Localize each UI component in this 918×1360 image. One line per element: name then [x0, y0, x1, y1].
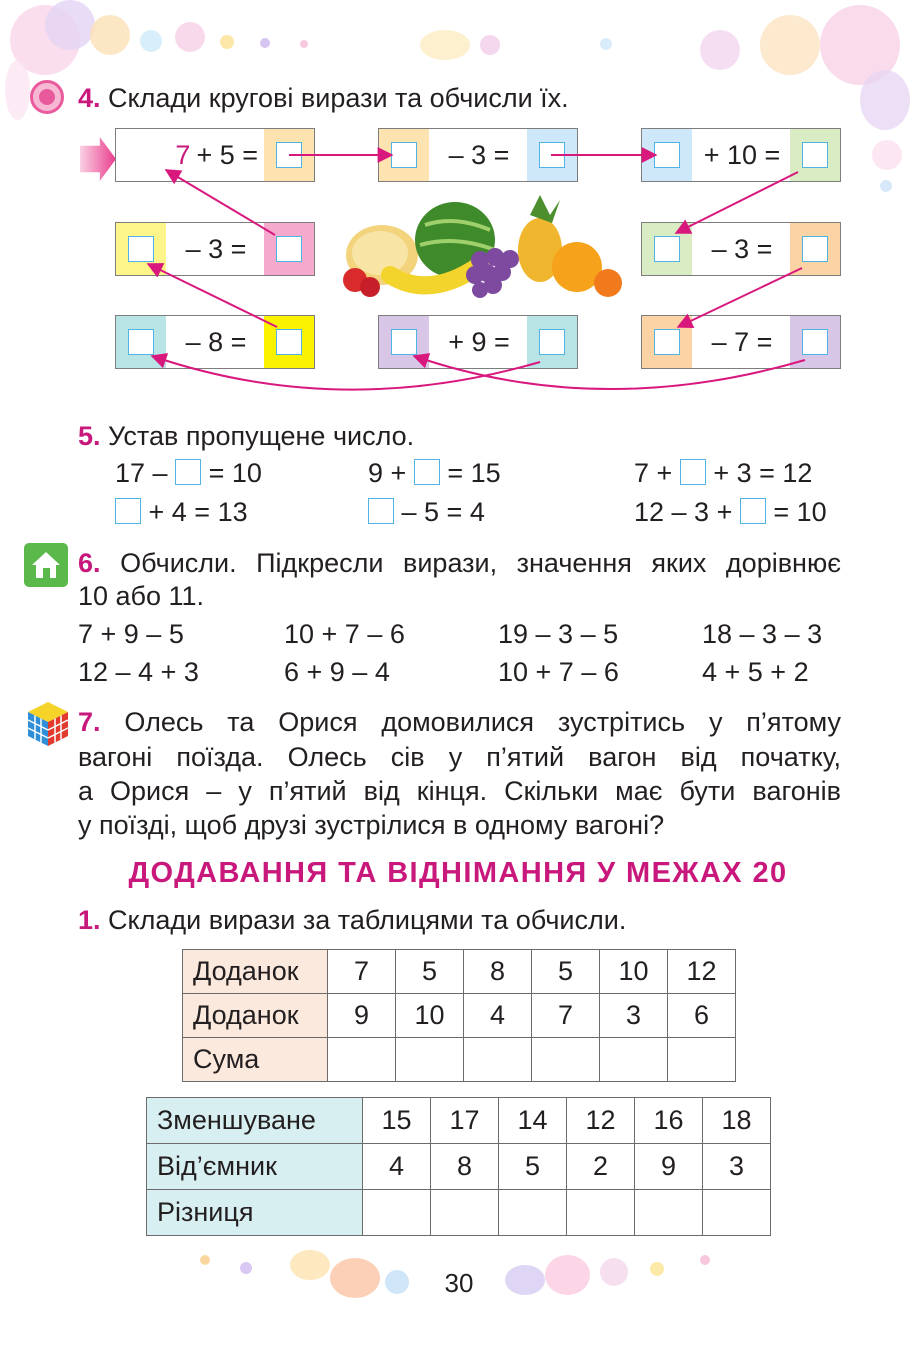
task4-number: 4.: [78, 83, 101, 113]
chain-expr-r1-2: – 3 =: [448, 139, 510, 170]
answer-cell[interactable]: [328, 1038, 396, 1082]
table-row: [147, 1098, 771, 1144]
table-row: [183, 950, 736, 994]
home-icon: [24, 543, 68, 587]
task6-line2: 10 або 11.: [78, 581, 205, 611]
table-cell: 18: [703, 1098, 771, 1144]
task5-item-4: [115, 496, 248, 529]
task6-expr-7: 10 + 7 – 6: [498, 657, 619, 687]
answer-cell[interactable]: [635, 1190, 703, 1236]
arrow: [166, 170, 275, 235]
sum-table: [182, 949, 736, 1082]
table-cell: 17: [431, 1098, 499, 1144]
answer-cell[interactable]: [600, 1038, 668, 1082]
table-row: [183, 1038, 736, 1082]
table-cell: 3: [703, 1144, 771, 1190]
answer-cell[interactable]: [532, 1038, 600, 1082]
table-cell: 14: [499, 1098, 567, 1144]
table-cell: 5: [499, 1144, 567, 1190]
chain-expr-r2-1: – 3 =: [185, 233, 247, 264]
table-cell: 5: [532, 950, 600, 994]
task7-text: Олесь та Орися домовилися зустрітись у п’ятому: [124, 707, 841, 737]
table-cell: 2: [567, 1144, 635, 1190]
answer-cell[interactable]: [668, 1038, 736, 1082]
table-cell: 9: [635, 1144, 703, 1190]
task5-item-6: [634, 496, 827, 529]
task7-line1: [78, 706, 841, 739]
task5-item-text: + 3 = 12: [713, 458, 813, 488]
answer-square[interactable]: [175, 459, 201, 485]
table-cell: 8: [464, 950, 532, 994]
fruit-illustration: [330, 195, 630, 305]
difference-table: [146, 1097, 771, 1236]
row-label: Доданок: [183, 994, 328, 1038]
task5-item-1: [115, 457, 262, 490]
table-cell: 7: [328, 950, 396, 994]
task6-expr-5: 12 – 4 + 3: [78, 657, 199, 687]
answer-square[interactable]: [740, 498, 766, 524]
answer-square[interactable]: [115, 498, 141, 524]
answer-square[interactable]: [680, 459, 706, 485]
task5-item-text: = 10: [208, 458, 262, 488]
chain-expr-r3-1: – 8 =: [185, 326, 247, 357]
task5-item-text: – 5 = 4: [401, 497, 485, 527]
task5-item-text: 12 – 3 +: [634, 497, 733, 527]
task6-expr-4: 18 – 3 – 3: [702, 619, 823, 649]
arrow: [148, 264, 277, 327]
arrow: [152, 356, 540, 390]
task5-item-text: 17 –: [115, 458, 168, 488]
task5-text: Устав пропущене число.: [108, 421, 415, 451]
table-cell: 6: [668, 994, 736, 1038]
task6-expr-6: 6 + 9 – 4: [284, 657, 390, 687]
answer-cell[interactable]: [396, 1038, 464, 1082]
answer-cell[interactable]: [567, 1190, 635, 1236]
table-cell: 4: [464, 994, 532, 1038]
task5-heading: [78, 420, 414, 453]
table-cell: 10: [396, 994, 464, 1038]
row-label: Зменшуване: [147, 1098, 363, 1144]
row-label: Від’ємник: [147, 1144, 363, 1190]
table-cell: 12: [668, 950, 736, 994]
task5-item-text: 9 +: [368, 458, 407, 488]
row-label: Доданок: [183, 950, 328, 994]
arrow: [414, 356, 805, 389]
table-row: [183, 994, 736, 1038]
table-row: [147, 1190, 771, 1236]
task4-text: Склади кругові вирази та обчисли їх.: [108, 83, 569, 113]
table-cell: 4: [363, 1144, 431, 1190]
task5-item-3: [634, 457, 812, 490]
task6-expr-8: 4 + 5 + 2: [702, 657, 809, 687]
task5-item-5: [368, 496, 485, 529]
task5-item-text: = 10: [773, 497, 827, 527]
task6-line1: [78, 547, 841, 580]
table-cell: 7: [532, 994, 600, 1038]
answer-cell[interactable]: [431, 1190, 499, 1236]
task5-item-text: = 15: [447, 458, 501, 488]
table-cell: 12: [567, 1098, 635, 1144]
section-title: ДОДАВАННЯ ТА ВІДНІМАННЯ У МЕЖАХ 20: [128, 857, 788, 889]
answer-cell[interactable]: [464, 1038, 532, 1082]
arrow: [678, 268, 802, 327]
task1-number: 1.: [78, 905, 101, 935]
table-cell: 8: [431, 1144, 499, 1190]
arrow: [676, 172, 798, 233]
task6-expr-2: 10 + 7 – 6: [284, 619, 405, 649]
table-cell: 5: [396, 950, 464, 994]
task7-number: 7.: [78, 707, 101, 737]
table-cell: 3: [600, 994, 668, 1038]
task5-item-text: + 4 = 13: [148, 497, 248, 527]
task6-expr-3: 19 – 3 – 5: [498, 619, 619, 649]
row-label: Сума: [183, 1038, 328, 1082]
table-row: [147, 1144, 771, 1190]
chain-expr-r2-2: – 3 =: [711, 233, 773, 264]
task7-line2: вагоні поїзда. Олесь сів у п’ятий вагон від початку,: [78, 742, 841, 772]
chain-expr-r1-1: + 5 =: [196, 139, 258, 170]
task1-text: Склади вирази за таблицями та обчисли.: [108, 905, 627, 935]
table-cell: 9: [328, 994, 396, 1038]
row-label: Різниця: [147, 1190, 363, 1236]
task6-expr-1: 7 + 9 – 5: [78, 619, 184, 649]
table-cell: 16: [635, 1098, 703, 1144]
chain-expr-r3-3: – 7 =: [711, 326, 773, 357]
page-number: 30: [444, 1268, 474, 1298]
answer-square[interactable]: [368, 498, 394, 524]
table-cell: 10: [600, 950, 668, 994]
task6-number: 6.: [78, 548, 101, 578]
task5-item-text: 7 +: [634, 458, 673, 488]
task7-line3: а Орися – у п’ятий від кінця. Скільки має бути вагонів: [78, 776, 841, 806]
chain-expr-r3-2: + 9 =: [448, 326, 510, 357]
cube-icon: [24, 700, 72, 748]
answer-cell[interactable]: [499, 1190, 567, 1236]
task5-number: 5.: [78, 421, 101, 451]
start-number: 7: [175, 139, 191, 170]
task7-line4: у поїзді, щоб друзі зустрілися в одному вагоні?: [78, 810, 665, 840]
task6-text: Обчисли. Підкресли вирази, значення яких дорівнює: [120, 548, 841, 578]
table-cell: 15: [363, 1098, 431, 1144]
task5-item-2: [368, 457, 501, 490]
task1-heading: [78, 904, 626, 937]
answer-cell[interactable]: [703, 1190, 771, 1236]
answer-square[interactable]: [414, 459, 440, 485]
answer-cell[interactable]: [363, 1190, 431, 1236]
chain-expr-r1-3: + 10 =: [703, 139, 781, 170]
